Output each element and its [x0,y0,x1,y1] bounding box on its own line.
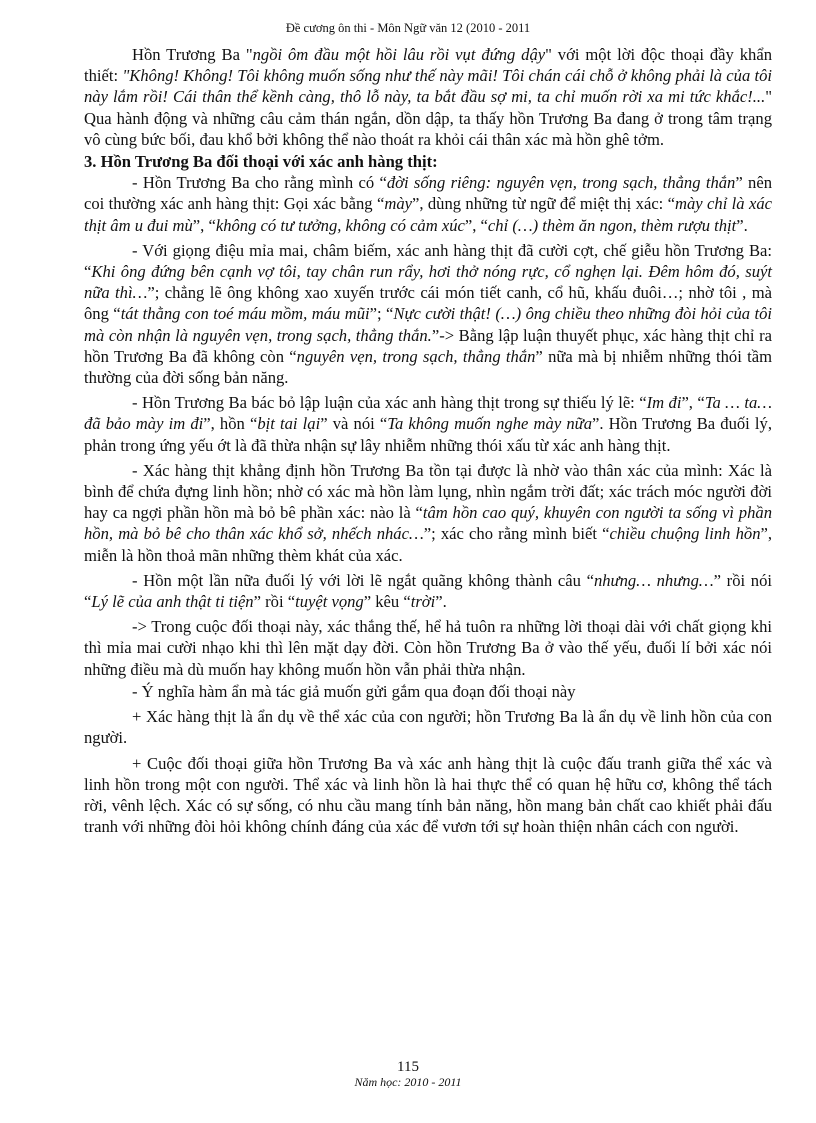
paragraph-5: - Xác hàng thịt khẳng định hồn Trương Ba tồn tại được là nhờ vào thân xác của mình: Xác là bình để chứa đựng linh hồn; nhờ có xác mà hồn làm lụng, nhìn ngắm trời đất; xác trách móc người đời hay ca ngợi phần hồn mà bỏ bê phần xác: nào là “tâm hồn cao quý, khuyên con người ta sống vì phần hồn, mà bỏ bê cho thân xác khổ sở, nhếch nhác…”; xác cho rằng mình biết “chiều chuộng linh hồn”, miễn là hồn thoả mãn những thèm khát của xác. [84,460,773,565]
page-footer [0,1059,816,1089]
section-heading: 3. Hồn Trương Ba đối thoại với xác anh hàng thịt: [84,152,438,172]
paragraph-4: - Hồn Trương Ba bác bỏ lập luận của xác anh hàng thịt trong sự thiếu lý lẽ: “Im đi”, “Ta … ta… đã bảo mày im đi”, hồn “bịt tai lại” và nói “Ta không muốn nghe mày nữa”. Hồn Trương Ba đuối lý, phản trong ứng yếu ớt là đã thừa nhận sự lây nhiễm những thói xấu từ xác anh hàng thịt. [84,393,773,455]
paragraph-8: - Ý nghĩa hàm ẩn mà tác giả muốn gửi gắm qua đoạn đối thoại này [132,681,576,701]
paragraph-3: - Với giọng điệu mỉa mai, châm biếm, xác anh hàng thịt đã cười cợt, chế giễu hồn Trương Ba: “Khi ông đứng bên cạnh vợ tôi, tay chân run rẩy, hơi thở nóng rực, cổ nghẹn lại. Đêm hôm đó, suýt nữa thì…”; chẳng lẽ ông không xao xuyến trước cái món tiết canh, cổ hũ, khấu đuôi…; nhờ tôi , mà ông “tát thằng con toé máu mồm, máu mũi”; “Nực cười thật! (…) ông chiều theo những đòi hỏi của tôi mà còn nhận là nguyên vẹn, trong sạch, thẳng thắn.”-> Bằng lập luận thuyết phục, xác hàng thịt chỉ ra hồn Trương Ba đã không còn “nguyên vẹn, trong sạch, thẳng thắn” nữa mà bị nhiễm những thói tầm thường của đời sống bản năng. [84,240,773,388]
paragraph-10: + Cuộc đối thoại giữa hồn Trương Ba và xác anh hàng thịt là cuộc đấu tranh giữa thể xác và linh hồn trong một con người. Thể xác và linh hồn là hai thực thể có quan hệ hữu cơ, không thể tách rời, vênh lệch. Xác có sự sống, có nhu cầu mang tính bản năng, hồn mang bản chất cao khiết phải đấu tranh với những đòi hỏi không chính đáng của xác để vươn tới sự hoàn thiện nhân cách con người. [84,753,772,837]
paragraph-9: + Xác hàng thịt là ẩn dụ về thể xác của con người; hồn Trương Ba là ẩn dụ về linh hồn của con người. [84,707,772,748]
paragraph-7: -> Trong cuộc đối thoại này, xác thắng thế, hể hả tuôn ra những lời thoại dài với chất giọng khi thì mỉa mai cười nhạo khi thì lên mặt dạy đời. Còn hồn Trương Ba ở vào thế yếu, đuối lí bởi xác nói những điều mà dù muốn hay không muốn hồn vẫn phải thừa nhận. [84,617,772,679]
paragraph-2: - Hồn Trương Ba cho rằng mình có “đời sống riêng: nguyên vẹn, trong sạch, thẳng thắn” nên coi thường xác anh hàng thịt: Gọi xác bằng “mày”, dùng những từ ngữ để miệt thị xác: “mày chỉ là xác thịt âm u đui mù”, “không có tư tưởng, không có cảm xúc”, “chỉ (…) thèm ăn ngon, thèm rượu thịt”. [84,173,773,235]
page-number: 115 [397,1059,419,1075]
paragraph-1: Hồn Trương Ba "ngồi ôm đầu một hồi lâu rồi vụt đứng dậy" với một lời độc thoại đầy khẩn thiết: "Không! Không! Tôi không muốn sống như thế này mãi! Tôi chán cái chỗ ở không phải là của tôi này lắm rồi! Cái thân thể kềnh càng, thô lỗ này, ta bắt đầu sợ mi, ta chỉ muốn rời xa mi tức khắc!..." Qua hành động và những câu cảm thán ngắn, dồn dập, ta thấy hồn Trương Ba đang ở trong tâm trạng vô cùng bức bối, đau khổ bởi không thể nào thoát ra khỏi cái thân xác mà hồn ghê tởm. [84,45,772,149]
school-year: Năm học: 2010 - 2011 [354,1075,462,1089]
page-header: Đề cương ôn thi - Môn Ngữ văn 12 (2010 - 2011 [285,21,531,35]
paragraph-6: - Hồn một lần nữa đuối lý với lời lẽ ngắt quãng không thành câu “nhưng… nhưng…” rồi nói “Lý lẽ của anh thật ti tiện” rồi “tuyệt vọng” kêu “trời”. [84,570,772,612]
document-body [84,44,772,838]
